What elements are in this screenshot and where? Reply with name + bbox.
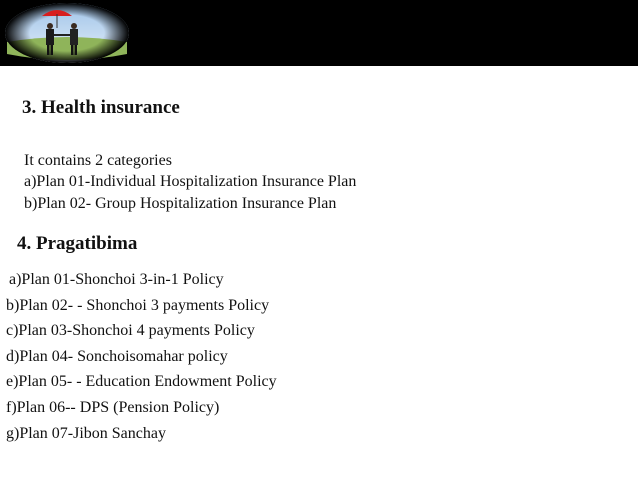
pragatibima-plan-item: g)Plan 07-Jibon Sanchay <box>6 425 166 442</box>
pragatibima-plan-item: f)Plan 06-- DPS (Pension Policy) <box>6 399 220 416</box>
pragatibima-heading: 4. Pragatibima <box>17 233 138 254</box>
health-plan-item: a)Plan 01-Individual Hospitalization Insurance Plan <box>24 173 357 190</box>
header-banner <box>0 0 638 66</box>
pragatibima-plan-item: e)Plan 05- - Education Endowment Policy <box>6 373 277 390</box>
pragatibima-plan-item: b)Plan 02- - Shonchoi 3 payments Policy <box>6 297 270 314</box>
pragatibima-plan-item: a)Plan 01-Shonchoi 3-in-1 Policy <box>9 271 224 288</box>
pragatibima-plan-item: c)Plan 03-Shonchoi 4 payments Policy <box>6 322 255 339</box>
health-insurance-intro: It contains 2 categories <box>24 152 172 169</box>
businessmen-umbrella-photo <box>4 2 130 64</box>
health-insurance-heading: 3. Health insurance <box>22 97 180 118</box>
pragatibima-plan-item: d)Plan 04- Sonchoisomahar policy <box>6 348 228 365</box>
health-plan-item: b)Plan 02- Group Hospitalization Insurance Plan <box>24 195 337 212</box>
